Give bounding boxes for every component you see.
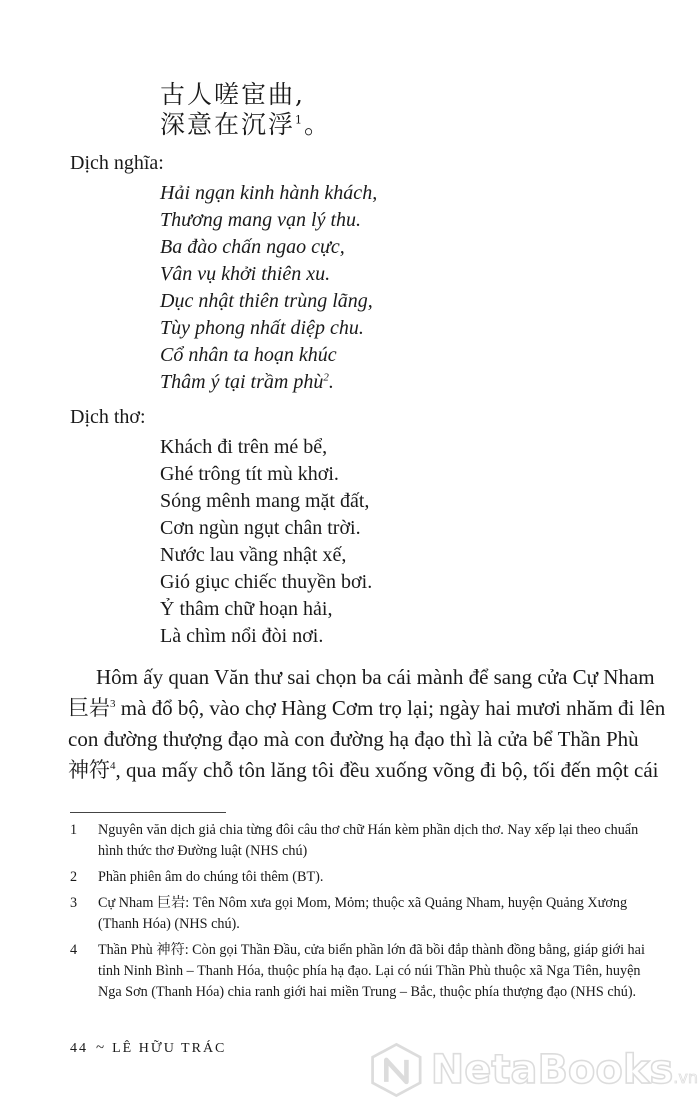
verse-line: Sóng mênh mang mặt đất, — [160, 490, 370, 512]
page-number: 44 — [70, 1041, 88, 1056]
footnote-item — [70, 893, 650, 935]
footnote-item — [70, 867, 650, 888]
footnote-divider — [70, 812, 226, 813]
verse-line: Khách đi trên mé bể, — [160, 436, 328, 458]
verse-line: Thâm ý tại trầm phù$^2$. — [160, 371, 334, 393]
verse-line: Vân vụ khởi thiên xu. — [160, 263, 331, 285]
paragraph-line: Hôm ấy quan Văn thư sai chọn ba cái mành để sang cửa Cự Nham — [96, 665, 655, 689]
verse-line: Gió giục chiếc thuyền bơi. — [160, 571, 373, 593]
footnote-text: Cự Nham 巨岩: Tên Nôm xưa gọi Mom, Mỏm; thuộc xã Quảng Nham, huyện Quảng Xương (Thanh Hóa) (NHS chú). — [98, 895, 628, 932]
watermark-brand: NetaBooks.vn — [430, 1047, 698, 1093]
verse-line: Ỷ thâm chữ hoạn hải, — [160, 598, 333, 620]
verse-line: Là chìm nổi đòi nơi. — [160, 625, 324, 647]
paragraph-line: con đường thượng đạo mà con đường hạ đạo thì là cửa bể Thần Phù — [68, 727, 639, 751]
footnote-ref-1[interactable]: 1 — [295, 113, 305, 127]
footnote-ref-4[interactable]: 4 — [110, 760, 116, 772]
verse-line: Ghé trông tít mù khơi. — [160, 463, 339, 485]
paragraph-line: 神符$^4$, qua mấy chỗ tôn lăng tôi đều xuống võng đi bộ, tối đến một cái — [68, 758, 659, 782]
dich-nghia-label: Dịch nghĩa: — [70, 152, 164, 174]
verse-line: Thương mang vạn lý thu. — [160, 209, 362, 231]
verse-line: Tùy phong nhất diệp chu. — [160, 317, 364, 339]
verse-line: Nước lau vầng nhật xế, — [160, 544, 347, 566]
paragraph-line: 巨岩$^3$ mà đổ bộ, vào chợ Hàng Cơm trọ lại; ngày hai mươi nhăm đi lên — [68, 696, 666, 720]
dich-tho-label: Dịch thơ: — [70, 406, 146, 428]
verse-line: Cổ nhân ta hoạn khúc — [160, 344, 337, 366]
footnotes — [70, 820, 650, 1008]
verse-line: Dục nhật thiên trùng lãng, — [160, 290, 373, 312]
footer-dash: ~ — [96, 1040, 105, 1056]
footnote-ref-3[interactable]: 3 — [110, 698, 116, 710]
footnote-item — [70, 940, 650, 1003]
netabooks-logo-icon — [368, 1039, 425, 1101]
footnote-number: 4 — [70, 942, 78, 958]
footnote-number: 2 — [70, 869, 78, 885]
footnote-text: Nguyên văn dịch giả chia từng đôi câu thơ chữ Hán kèm phần dịch thơ. Nay xếp lại theo chuẩn hình thức thơ Đường luật (NHS chú) — [98, 822, 639, 859]
footnote-number: 1 — [70, 822, 78, 838]
watermark — [368, 1032, 698, 1108]
body-paragraph — [68, 662, 666, 786]
verse-line: Ba đào chấn ngao cực, — [160, 236, 345, 258]
page-footer — [70, 1040, 226, 1057]
footnote-text: Thần Phù 神符: Còn gọi Thần Đầu, cửa biển phần lớn đã bồi đắp thành đồng bằng, giáp giới hai tỉnh Ninh Bình – Thanh Hóa, thuộc phía hạ đạo. Lại có núi Thần Phù thuộc xã Nga Tiên, huyện Nga Sơn (Thanh Hóa) chia ranh giới hai miền Trung – Bắc, thuộc phía thượng đạo (NHS chú). — [98, 942, 645, 1000]
author-name: LÊ HỮU TRÁC — [112, 1041, 227, 1056]
footnote-ref-2[interactable]: 2 — [323, 371, 329, 384]
han-poem-line-1: 古人嗟宦曲, — [160, 80, 305, 109]
footnote-item — [70, 820, 650, 862]
han-poem-line-2: 深意在沉浮$^1$。 — [160, 110, 332, 139]
dich-nghia-verse — [160, 180, 377, 396]
footnote-text: Phần phiên âm do chúng tôi thêm (BT). — [98, 869, 324, 885]
verse-line: Hải ngạn kinh hành khách, — [160, 182, 378, 204]
footnote-number: 3 — [70, 895, 78, 911]
verse-line: Cơn ngùn ngụt chân trời. — [160, 517, 361, 539]
dich-tho-verse — [160, 434, 372, 650]
